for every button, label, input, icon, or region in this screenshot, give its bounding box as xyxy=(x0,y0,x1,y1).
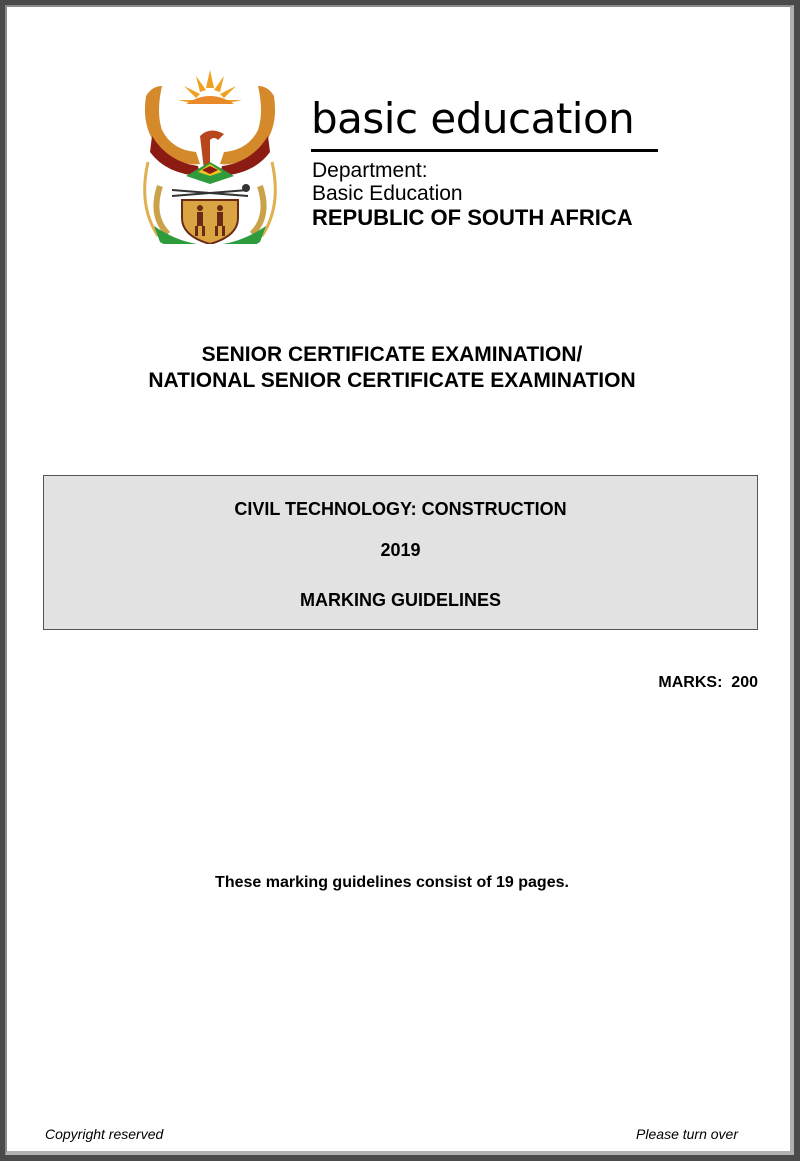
exam-year: 2019 xyxy=(380,540,421,560)
footer-turn-over: Please turn over xyxy=(636,1126,738,1142)
department-name: Basic Education xyxy=(312,182,463,205)
document-type: MARKING GUIDELINES xyxy=(299,590,501,610)
page-count-note: These marking guidelines consist of 19 pages. xyxy=(215,874,569,891)
exam-title-line-1: SENIOR CERTIFICATE EXAMINATION/ xyxy=(201,343,583,366)
department-label: Department: xyxy=(312,159,428,182)
subject-box xyxy=(43,475,758,630)
subject-title: CIVIL TECHNOLOGY: CONSTRUCTION xyxy=(234,499,567,519)
brand-title: basic education xyxy=(311,94,635,143)
total-marks: MARKS: 200 xyxy=(658,674,758,691)
country-name: REPUBLIC OF SOUTH AFRICA xyxy=(312,205,633,230)
coat-of-arms-icon xyxy=(138,66,282,244)
brand-divider xyxy=(311,149,658,152)
exam-title-line-2: NATIONAL SENIOR CERTIFICATE EXAMINATION xyxy=(148,369,636,392)
footer-copyright: Copyright reserved xyxy=(45,1126,164,1142)
